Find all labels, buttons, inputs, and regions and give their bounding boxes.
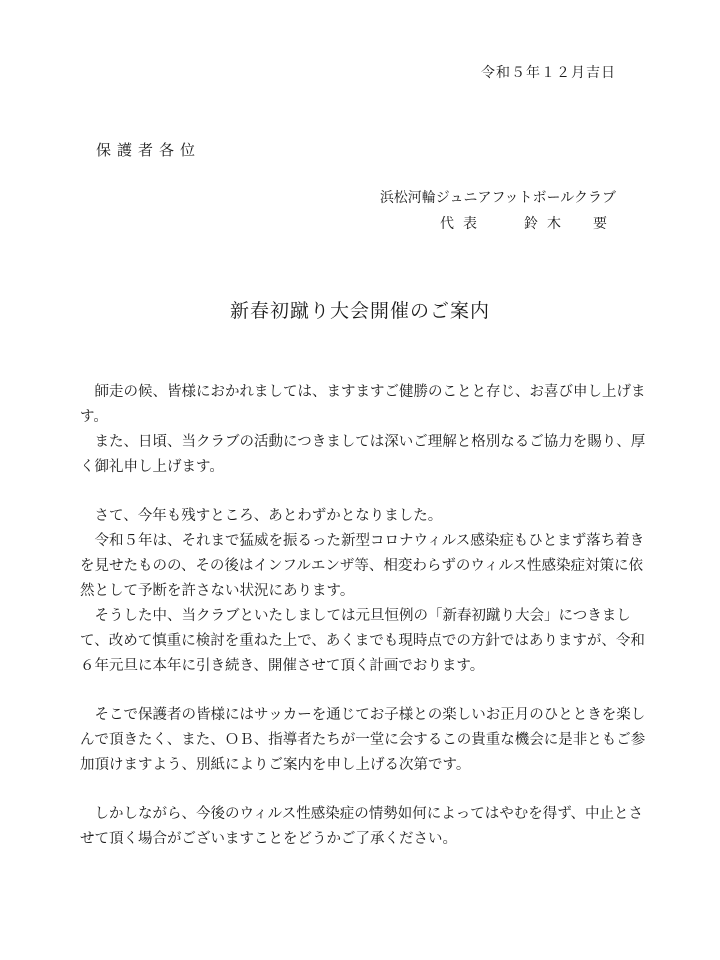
paragraph: また、日頃、当クラブの活動につきましては深いご理解と格別なるご協力を賜り、厚く御礼申し上げます。 [80, 434, 646, 475]
document-title: 新春初蹴り大会開催のご案内 [229, 300, 490, 322]
letter-body [80, 380, 655, 852]
paragraph: 令和５年は、それまで猛威を振るった新型コロナウィルス感染症もひとまず落ち着きを見せたものの、その後はインフルエンザ等、相変わらずのウィルス性感染症対策に依然として予断を許さない状況にあります。 [80, 533, 645, 599]
paragraph: そこで保護者の皆様にはサッカーを通じてお子様との楽しいお正月のひとときを楽しんで頂きたく、また、ＯＢ、指導者たちが一堂に会するこの貴重な機会に是非ともご参加頂けますよう、別紙によりご案内を申し上げる次第です。 [80, 707, 646, 773]
paragraph: さて、今年も残すところ、あとわずかとなりました。 [94, 508, 443, 524]
sender-role: 代表 [440, 216, 486, 232]
sender-representative [380, 211, 616, 237]
sender-organization: 浜松河輪ジュニアフットボールクラブ [379, 190, 616, 206]
recipient-line: 保護者各位 [96, 141, 202, 159]
document-date: 令和５年１２月吉日 [481, 65, 616, 81]
sender-block [380, 185, 616, 237]
paragraph: しかしながら、今後のウィルス性感染症の情勢如何によってはやむを得ず、中止とさせて頂く場合がございますことをどうかご了承ください。 [80, 806, 644, 847]
paragraph: そうした中、当クラブといたしましては元旦恒例の「新春初蹴り大会」につきまして、改めて慎重に検討を重ねた上で、あくまでも現時点での方針ではありますが、令和６年元旦に本年に引き続き、開催させて頂く計画でおります。 [80, 608, 645, 674]
paragraph: 師走の候、皆様におかれましては、ますますご健勝のことと存じ、お喜び申し上げます。 [80, 384, 646, 425]
sender-name: 鈴木 要 [524, 216, 616, 232]
